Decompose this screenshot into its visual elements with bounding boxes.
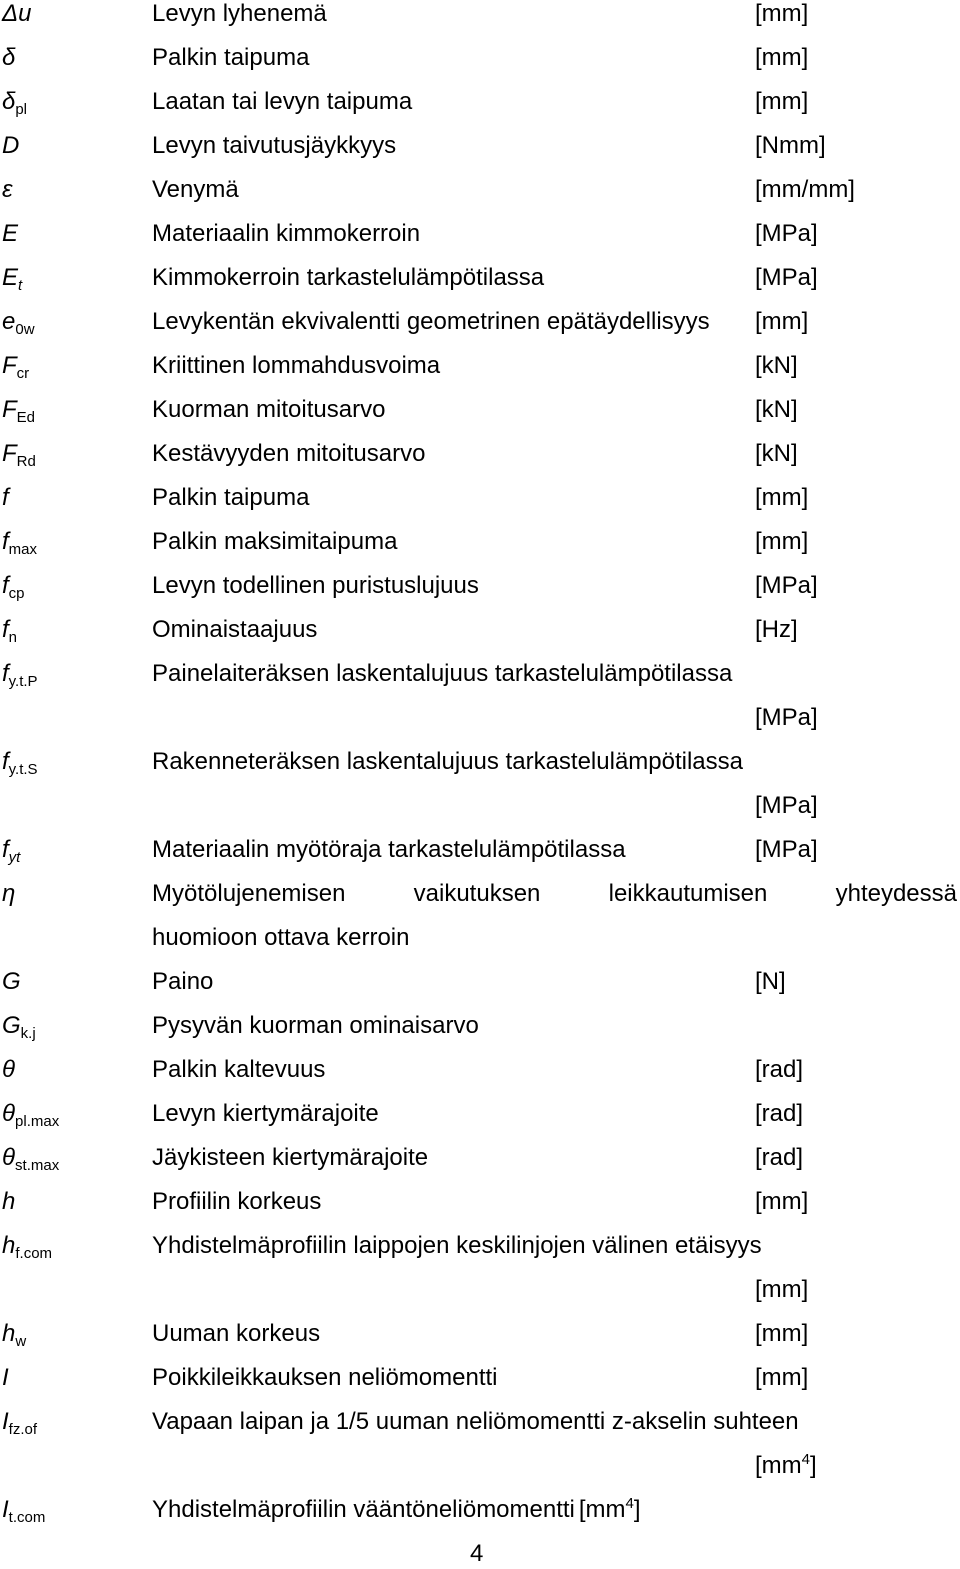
unit: $[mm^4]$: [578, 1495, 641, 1523]
list-item: [0, 1056, 960, 1100]
symbol-subscript: w: [15, 1333, 27, 1350]
list-item: [0, 1496, 960, 1540]
list-item: [0, 572, 960, 616]
symbol: δ: [2, 44, 16, 71]
symbol: θ: [2, 1056, 16, 1083]
list-item: [0, 616, 960, 660]
symbol-subscript: yt: [8, 849, 21, 866]
unit: [mm]: [755, 484, 809, 511]
unit: [mm]: [755, 528, 809, 555]
symbol-subscript: Rd: [16, 453, 36, 470]
description: Paino: [152, 968, 214, 995]
list-item: [0, 1188, 960, 1232]
list-item: [0, 176, 960, 220]
symbol: $F_{cr}$: [2, 352, 30, 382]
description: Ominaistaajuus: [152, 616, 318, 643]
list-item: [0, 880, 960, 968]
unit: [mm/mm]: [755, 176, 855, 203]
symbol: G: [2, 968, 21, 995]
list-item: [0, 440, 960, 484]
symbol: $F_{Ed}$: [2, 396, 36, 426]
description: Yhdistelmäprofiilin vääntöneliömomentti $[mm^4]$: [152, 1495, 641, 1523]
description: Rakenneteräksen laskentalujuus tarkastelulämpötilassa: [152, 748, 743, 775]
symbol: $f_{cp}$: [2, 572, 25, 602]
unit: [mm]: [755, 1276, 809, 1303]
description: Palkin taipuma: [152, 484, 310, 511]
symbol: $\delta_{pl}$: [2, 88, 28, 118]
description: Levyn lyhenemä: [152, 0, 327, 27]
unit: [Nmm]: [755, 132, 826, 159]
unit-exponent: 4: [801, 1451, 810, 1468]
symbol: $E_t$: [2, 264, 23, 294]
description: Pysyvän kuorman ominaisarvo: [152, 1012, 479, 1039]
symbol-subscript: t: [18, 277, 23, 294]
list-item: [0, 836, 960, 880]
unit: [kN]: [755, 352, 798, 379]
list-item: [0, 1100, 960, 1144]
description: Kriittinen lommahdusvoima: [152, 352, 441, 379]
symbol: Δu: [2, 0, 32, 27]
symbol: $I_{fz.of}$: [2, 1408, 38, 1438]
description: Materiaalin kimmokerroin: [152, 220, 421, 247]
unit: [mm]: [755, 1320, 809, 1347]
symbol-subscript: cr: [16, 365, 30, 382]
symbol: h: [2, 1188, 16, 1215]
symbol-subscript: y.t.P: [8, 673, 38, 690]
symbol-subscript: cp: [8, 585, 25, 602]
list-item: [0, 132, 960, 176]
description: Levyn todellinen puristuslujuus: [152, 572, 479, 599]
unit-exponent: 4: [625, 1495, 634, 1512]
unit: [rad]: [755, 1144, 804, 1171]
symbol: $f_{yt}$: [2, 836, 21, 866]
list-item: [0, 1320, 960, 1364]
unit: [Hz]: [755, 616, 798, 643]
unit: [MPa]: [755, 704, 818, 731]
symbol: ε: [2, 176, 13, 203]
list-item: [0, 88, 960, 132]
symbol-subscript: y.t.S: [8, 761, 38, 778]
description: Kimmokerroin tarkastelulämpötilassa: [152, 264, 545, 291]
list-item: [0, 264, 960, 308]
description: Yhdistelmäprofiilin laippojen keskilinjojen välinen etäisyys: [152, 1232, 762, 1259]
description: Kuorman mitoitusarvo: [152, 396, 386, 423]
symbol: $h_{f.com}$: [2, 1232, 53, 1262]
symbol-subscript: st.max: [15, 1157, 60, 1174]
symbol: $e_{0w}$: [2, 308, 35, 338]
symbol: $f_{max}$: [2, 528, 38, 558]
description: Levyn taivutusjäykkyys: [152, 132, 397, 159]
symbol: $G_{k.j}$: [2, 1012, 36, 1042]
symbol: $f_{y.t.S}$: [2, 748, 38, 778]
list-item: [0, 968, 960, 1012]
symbol: $f_n$: [2, 616, 18, 646]
symbol: $\theta_{pl.max}$: [2, 1100, 60, 1130]
description-word: yhteydessä: [835, 880, 957, 907]
symbol: $I_{t.com}$: [2, 1496, 46, 1526]
symbol-subscript: 0w: [15, 321, 35, 338]
unit: [MPa]: [755, 836, 818, 863]
list-item: [0, 748, 960, 836]
description: Palkin kaltevuus: [152, 1056, 326, 1083]
list-item: [0, 1012, 960, 1056]
symbol-subscript: pl: [15, 101, 28, 118]
unit: [MPa]: [755, 572, 818, 599]
unit: [MPa]: [755, 792, 818, 819]
list-item: [0, 308, 960, 352]
unit: [kN]: [755, 440, 798, 467]
symbol: $h_w$: [2, 1320, 27, 1350]
description: Palkin maksimitaipuma: [152, 528, 398, 555]
list-item: [0, 484, 960, 528]
unit: [kN]: [755, 396, 798, 423]
symbol: E: [2, 220, 19, 247]
symbol-subscript: fz.of: [8, 1421, 38, 1438]
description: Palkin taipuma: [152, 44, 310, 71]
unit: [mm]: [755, 308, 809, 335]
list-item: [0, 1144, 960, 1188]
symbol-subscript: n: [8, 629, 18, 646]
description: Levyn kiertymärajoite: [152, 1100, 379, 1127]
list-item: [0, 1408, 960, 1496]
symbol: $F_{Rd}$: [2, 440, 36, 470]
unit: [rad]: [755, 1100, 804, 1127]
list-item: [0, 528, 960, 572]
symbol-subscript: t.com: [8, 1509, 46, 1526]
page-number: 4: [470, 1540, 484, 1567]
unit: [MPa]: [755, 264, 818, 291]
description: Venymä: [152, 176, 239, 203]
symbol-subscript: pl.max: [15, 1113, 60, 1130]
symbol: η: [2, 880, 16, 907]
symbol: I: [2, 1364, 9, 1391]
description: Painelaiteräksen laskentalujuus tarkastelulämpötilassa: [152, 660, 733, 687]
description-word: Myötölujenemisen: [152, 880, 346, 907]
symbol-subscript: max: [8, 541, 38, 558]
description: [152, 880, 957, 908]
symbol: $f_{y.t.P}$: [2, 660, 38, 690]
symbol-subscript: k.j: [20, 1025, 36, 1042]
description: Kestävyyden mitoitusarvo: [152, 440, 426, 467]
unit: $[mm^4]$: [755, 1451, 817, 1479]
description: Profiilin korkeus: [152, 1188, 322, 1215]
list-item: [0, 0, 960, 44]
symbol: f: [2, 484, 9, 511]
unit: [MPa]: [755, 220, 818, 247]
description-word: leikkautumisen: [608, 880, 768, 907]
description: Materiaalin myötöraja tarkastelulämpötilassa: [152, 836, 626, 863]
unit: [mm]: [755, 1364, 809, 1391]
unit: [N]: [755, 968, 786, 995]
list-item: [0, 660, 960, 748]
list-item: [0, 44, 960, 88]
description: Uuman korkeus: [152, 1320, 321, 1347]
symbol-subscript: f.com: [15, 1245, 53, 1262]
list-item: [0, 1232, 960, 1320]
description-continuation: huomioon ottava kerroin: [152, 924, 410, 951]
unit: [mm]: [755, 88, 809, 115]
list-item: [0, 220, 960, 264]
description: Poikkileikkauksen neliömomentti: [152, 1364, 498, 1391]
list-item: [0, 1364, 960, 1408]
symbol: $\theta_{st.max}$: [2, 1144, 60, 1174]
unit: [mm]: [755, 44, 809, 71]
unit: [rad]: [755, 1056, 804, 1083]
description: Laatan tai levyn taipuma: [152, 88, 413, 115]
list-item: [0, 396, 960, 440]
description-word: vaikutuksen: [413, 880, 541, 907]
unit: [mm]: [755, 1188, 809, 1215]
unit: [mm]: [755, 0, 809, 27]
symbol: D: [2, 132, 20, 159]
description: Vapaan laipan ja 1/5 uuman neliömomentti z-akselin suhteen: [152, 1408, 799, 1435]
description: Levykentän ekvivalentti geometrinen epätäydellisyys: [152, 308, 710, 335]
description: Jäykisteen kiertymärajoite: [152, 1144, 429, 1171]
symbol-subscript: Ed: [16, 409, 36, 426]
list-item: [0, 352, 960, 396]
